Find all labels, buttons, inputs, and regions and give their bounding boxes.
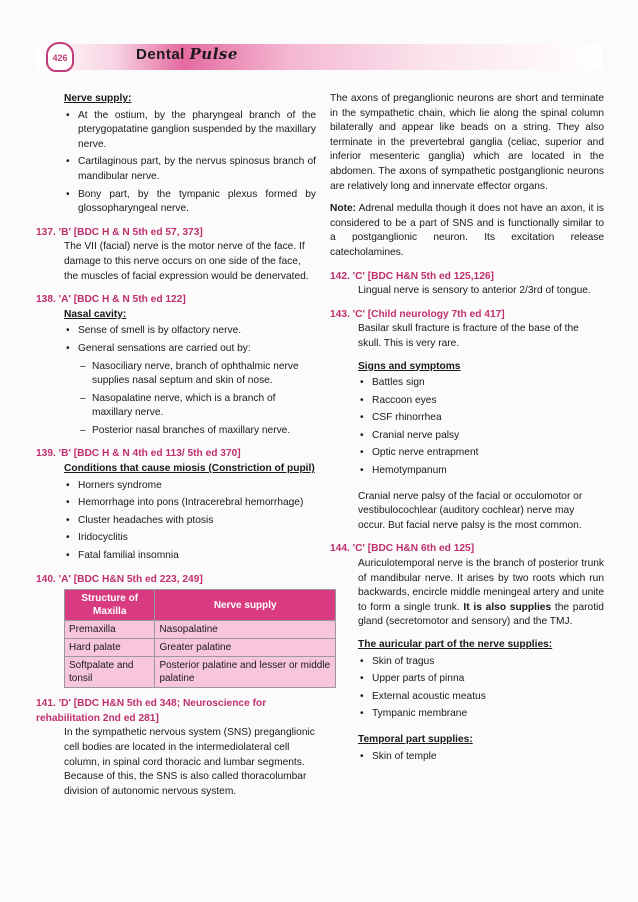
list-item: • At the ostium, by the pharyngeal branch of the pterygopatatine ganglion suspended by the maxillary nerve. (64, 109, 316, 153)
answer-144-text: Auriculotemporal nerve is the branch of posterior trunk of mandibular nerve. It arises by two roots which run backwards, encircle middle meningeal artery and unite to form a single trunk. It is also supplies the parotid gland (secretomotor and sensory) and the TMJ. (358, 558, 604, 628)
table-header: Structure of Maxilla (65, 590, 155, 621)
table-cell: Posterior palatine and lesser or middle palatine (155, 657, 336, 688)
note-paragraph: Note: Adrenal medulla though it does not have an axon, it is considered to be a part of SNS and is functionally similar to a postganglionic neuron. Its excitation release catecholamines. (330, 203, 604, 258)
table-cell: Premaxilla (65, 621, 155, 639)
list-item: • Sense of smell is by olfactory nerve. (64, 324, 316, 339)
question-141: 141. 'D' [BDC H&N 5th ed 348; Neuroscience for rehabilitation 2nd ed 281] (36, 698, 267, 724)
table-cell: Nasopalatine (155, 621, 336, 639)
question-140: 140. 'A' [BDC H&N 5th ed 223, 249] (36, 573, 203, 585)
list-item: • General sensations are carried out by: (64, 342, 316, 357)
right-column (330, 92, 604, 767)
brand-title: Dental Pulse (136, 45, 238, 63)
auricular-list (358, 655, 604, 722)
question-143: 143. 'C' [Child neurology 7th ed 417] (330, 308, 505, 320)
list-item: • Raccoon eyes (358, 394, 604, 409)
table-row (65, 621, 336, 639)
nerve-supply-list (64, 109, 316, 217)
list-item: • Hemorrhage into pons (Intracerebral hemorrhage) (64, 496, 316, 511)
signs-list (358, 376, 604, 479)
list-item: • Upper parts of pinna (358, 672, 604, 687)
question-139: 139. 'B' [BDC H & N 4th ed 113/ 5th ed 370] (36, 448, 241, 460)
question-144: 144. 'C' [BDC H&N 6th ed 125] (330, 543, 475, 555)
list-item: • Optic nerve entrapment (358, 446, 604, 461)
sympathetic-paragraph: The axons of preganglionic neurons are short and terminate in the sympathetic chain, which lie along the spinal column bilaterally and appear like beads on a string. They also terminate in the prevertebral ganglia (celiac, superior and inferior mesenteric ganglia) which are located in the abdomen. The axons of sympathetic postganglionic neurons are relatively long and innervate effector organs. (330, 93, 604, 192)
left-column (36, 92, 331, 799)
nerve-supply-heading: Nerve supply: (64, 93, 132, 104)
table-row (65, 657, 336, 688)
header-band (36, 44, 602, 70)
list-item: • Battles sign (358, 376, 604, 391)
list-item: • Iridocyclitis (64, 531, 316, 546)
miosis-heading: Conditions that cause miosis (Constriction of pupil) (64, 463, 315, 475)
table-row (65, 639, 336, 657)
list-item: • Skin of tragus (358, 655, 604, 670)
signs-heading: Signs and symptoms (358, 360, 461, 372)
answer-142-text: Lingual nerve is sensory to anterior 2/3rd of tongue. (358, 285, 591, 297)
list-item: • Cranial nerve palsy (358, 429, 604, 444)
nasal-cavity-list (64, 324, 316, 356)
miosis-list (64, 479, 316, 564)
nasal-cavity-heading: Nasal cavity: (64, 308, 127, 320)
table-cell: Softpalate and tonsil (65, 657, 155, 688)
list-item: • Horners syndrome (64, 479, 316, 494)
page-number: 426 (52, 53, 68, 63)
list-item: • CSF rhinorrhea (358, 411, 604, 426)
list-item: • Hemotympanum (358, 464, 604, 479)
table-cell: Greater palatine (155, 639, 336, 657)
list-item: – Posterior nasal branches of maxillary nerve. (78, 424, 316, 439)
list-item: • Bony part, by the tympanic plexus formed by glossopharyngeal nerve. (64, 188, 316, 217)
temporal-list (358, 750, 604, 765)
tooth-icon (46, 42, 74, 72)
question-137: 137. 'B' [BDC H & N 5th ed 57, 373] (36, 226, 203, 238)
table-cell: Hard palate (65, 639, 155, 657)
list-item: • Skin of temple (358, 750, 604, 765)
list-item: • Fatal familial insomnia (64, 549, 316, 564)
question-138: 138. 'A' [BDC H & N 5th ed 122] (36, 294, 186, 306)
list-item: • Cluster headaches with ptosis (64, 514, 316, 529)
temporal-heading: Temporal part supplies: (358, 733, 473, 745)
list-item: – Nasopalatine nerve, which is a branch of maxillary nerve. (78, 392, 316, 421)
nasal-cavity-sublist (78, 360, 316, 439)
answer-137-text: The VII (facial) nerve is the motor nerve of the face. If damage to this nerve occurs on one side of the face, the muscles of facial expression would be denervated. (64, 241, 309, 282)
answer-143-text: Basilar skull fracture is fracture of the base of the skull. This is very rare. (358, 323, 579, 349)
list-item: • External acoustic meatus (358, 690, 604, 705)
note-label: Note: (330, 203, 357, 215)
cranial-paragraph: Cranial nerve palsy of the facial or occulomotor or vestibulocochlear (auditory cochlear) nerve may occur. But facial nerve palsy is the most common. (358, 490, 583, 531)
table-header-row (65, 590, 336, 621)
list-item: – Nasociliary nerve, branch of ophthalmic nerve supplies nasal septum and skin of nose. (78, 360, 316, 389)
page-header (36, 42, 602, 72)
auricular-heading: The auricular part of the nerve supplies: (358, 639, 553, 650)
list-item: • Tympanic membrane (358, 707, 604, 722)
maxilla-nerve-table (64, 589, 336, 688)
question-142: 142. 'C' [BDC H&N 5th ed 125,126] (330, 270, 494, 282)
list-item: • Cartilaginous part, by the nervus spinosus branch of mandibular nerve. (64, 155, 316, 184)
table-header: Nerve supply (155, 590, 336, 621)
answer-141-text: In the sympathetic nervous system (SNS) preganglionic cell bodies are located in the intermediolateral cell column, in spinal cord thoracic and lumbar segments. Because of this, the SNS is also called thoracolumbar division of autonomic nervous system. (64, 727, 315, 797)
